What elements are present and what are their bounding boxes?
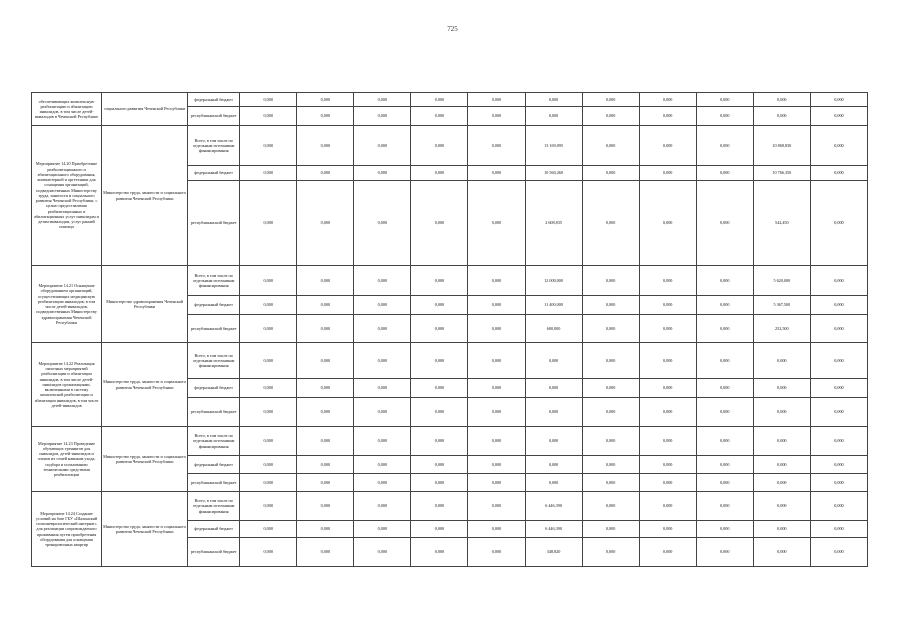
amount-cell: 0,000: [639, 474, 696, 492]
amount-cell: 0,000: [810, 456, 867, 474]
amount-cell: 0,000: [354, 315, 411, 343]
event-cell: Мероприятие 14.21 Оснащение оборудованием организаций, осуществляющих медицинскую реабилитацию инвалидов, в том числе детей-инвалидов, подведомственных Министерству здравоохранения Чеченской Республики: [32, 266, 102, 343]
amount-cell: 6 446,390: [525, 492, 582, 521]
funding-source-cell: Всего, в том числе по отдельным источникам финансирования: [188, 343, 240, 379]
funding-source-cell: федеральный бюджет: [188, 166, 240, 181]
amount-cell: 0,000: [240, 166, 297, 181]
amount-cell: 0,000: [810, 93, 867, 107]
amount-cell: 348,820: [525, 538, 582, 567]
amount-cell: 0,000: [354, 266, 411, 296]
table-row: [32, 126, 868, 166]
amount-cell: 0,000: [411, 266, 468, 296]
amount-cell: 0,000: [639, 107, 696, 126]
amount-cell: 6 446,390: [525, 521, 582, 538]
amount-cell: 0,000: [525, 343, 582, 379]
amount-cell: 0,000: [582, 107, 639, 126]
amount-cell: 0,000: [411, 379, 468, 398]
amount-cell: 0,000: [297, 379, 354, 398]
amount-cell: 0,000: [639, 343, 696, 379]
amount-cell: 0,000: [753, 492, 810, 521]
amount-cell: 0,000: [297, 343, 354, 379]
amount-cell: 0,000: [753, 398, 810, 427]
amount-cell: 0,000: [411, 427, 468, 456]
amount-cell: 0,000: [354, 126, 411, 166]
amount-cell: 0,000: [240, 379, 297, 398]
amount-cell: 0,000: [468, 107, 525, 126]
budget-table: [31, 92, 868, 567]
amount-cell: 0,000: [582, 492, 639, 521]
amount-cell: 0,000: [810, 379, 867, 398]
amount-cell: 0,000: [810, 427, 867, 456]
funding-source-cell: республиканский бюджет: [188, 538, 240, 567]
amount-cell: 0,000: [468, 379, 525, 398]
amount-cell: 0,000: [297, 398, 354, 427]
executor-cell: Министерство труда, занятости и социального развития Чеченской Республики: [102, 126, 188, 266]
amount-cell: 0,000: [525, 107, 582, 126]
amount-cell: 0,000: [582, 166, 639, 181]
amount-cell: 0,000: [582, 93, 639, 107]
amount-cell: 10 766,350: [753, 166, 810, 181]
event-cell: Мероприятие 14.23 Проведение обучающих тренингов для инвалидов, детей-инвалидов и членов их семей навыкам ухода, подбора и пользованию техническими средствами реабилитации: [32, 427, 102, 492]
amount-cell: 0,000: [696, 379, 753, 398]
amount-cell: 0,000: [468, 166, 525, 181]
amount-cell: 0,000: [411, 93, 468, 107]
amount-cell: 0,000: [411, 107, 468, 126]
amount-cell: 0,000: [297, 492, 354, 521]
amount-cell: 0,000: [411, 398, 468, 427]
funding-source-cell: федеральный бюджет: [188, 456, 240, 474]
amount-cell: 0,000: [810, 181, 867, 266]
amount-cell: 0,000: [696, 107, 753, 126]
amount-cell: 0,000: [411, 538, 468, 567]
amount-cell: 0,000: [411, 126, 468, 166]
amount-cell: 0,000: [240, 343, 297, 379]
amount-cell: 0,000: [639, 492, 696, 521]
amount-cell: 0,000: [354, 456, 411, 474]
amount-cell: 0,000: [696, 492, 753, 521]
amount-cell: 0,000: [696, 93, 753, 107]
amount-cell: 0,000: [240, 296, 297, 315]
executor-cell: Министерство труда, занятости и социального развития Чеченской Республики: [102, 343, 188, 427]
amount-cell: 0,000: [354, 107, 411, 126]
amount-cell: 0,000: [468, 456, 525, 474]
amount-cell: 0,000: [639, 456, 696, 474]
amount-cell: 0,000: [696, 315, 753, 343]
amount-cell: 0,000: [696, 296, 753, 315]
amount-cell: 0,000: [639, 181, 696, 266]
amount-cell: 0,000: [297, 93, 354, 107]
amount-cell: 0,000: [411, 456, 468, 474]
table-row: [32, 93, 868, 107]
amount-cell: 0,000: [582, 379, 639, 398]
amount-cell: 0,000: [468, 181, 525, 266]
amount-cell: 0,000: [753, 538, 810, 567]
amount-cell: 5 367,500: [753, 296, 810, 315]
amount-cell: 0,000: [753, 521, 810, 538]
amount-cell: 0,000: [354, 379, 411, 398]
amount-cell: 0,000: [354, 427, 411, 456]
amount-cell: 0,000: [639, 166, 696, 181]
amount-cell: 0,000: [810, 166, 867, 181]
amount-cell: 0,000: [696, 166, 753, 181]
amount-cell: 0,000: [639, 93, 696, 107]
amount-cell: 0,000: [411, 315, 468, 343]
amount-cell: 0,000: [240, 126, 297, 166]
amount-cell: 0,000: [810, 521, 867, 538]
amount-cell: 600,000: [525, 315, 582, 343]
amount-cell: 0,000: [297, 296, 354, 315]
amount-cell: 0,000: [240, 266, 297, 296]
amount-cell: 0,000: [354, 181, 411, 266]
executor-cell: социального развития Чеченской Республики: [102, 93, 188, 126]
amount-cell: 2 608,835: [525, 181, 582, 266]
amount-cell: 0,000: [468, 398, 525, 427]
amount-cell: 0,000: [297, 315, 354, 343]
amount-cell: 0,000: [525, 456, 582, 474]
amount-cell: 0,000: [639, 379, 696, 398]
amount-cell: 0,000: [810, 296, 867, 315]
amount-cell: 0,000: [354, 398, 411, 427]
funding-source-cell: республиканский бюджет: [188, 315, 240, 343]
amount-cell: 0,000: [810, 474, 867, 492]
amount-cell: 0,000: [582, 296, 639, 315]
amount-cell: 0,000: [582, 343, 639, 379]
funding-source-cell: федеральный бюджет: [188, 521, 240, 538]
amount-cell: 0,000: [297, 474, 354, 492]
amount-cell: 542,450: [753, 181, 810, 266]
amount-cell: 0,000: [525, 427, 582, 456]
amount-cell: 0,000: [468, 538, 525, 567]
executor-cell: Министерство труда, занятости и социального развития Чеченской Республики: [102, 492, 188, 567]
amount-cell: 0,000: [411, 296, 468, 315]
amount-cell: 0,000: [354, 492, 411, 521]
amount-cell: 0,000: [525, 93, 582, 107]
amount-cell: 0,000: [639, 538, 696, 567]
amount-cell: 0,000: [297, 107, 354, 126]
amount-cell: 0,000: [753, 93, 810, 107]
amount-cell: 0,000: [696, 538, 753, 567]
event-cell: Мероприятие 14.24 Создание условий на базе ГБУ «Шалинский психоневрологический интернат» для реализации сопровождаемого проживания путем приобретения оборудования для оснащения тренировочных квартир: [32, 492, 102, 567]
funding-source-cell: Всего, в том числе по отдельным источникам финансирования: [188, 266, 240, 296]
amount-cell: 0,000: [810, 107, 867, 126]
amount-cell: 0,000: [240, 492, 297, 521]
funding-source-cell: федеральный бюджет: [188, 93, 240, 107]
amount-cell: 0,000: [240, 521, 297, 538]
page-number: 725: [447, 25, 458, 33]
funding-source-cell: республиканский бюджет: [188, 474, 240, 492]
amount-cell: 0,000: [639, 521, 696, 538]
amount-cell: 0,000: [468, 492, 525, 521]
amount-cell: 0,000: [240, 398, 297, 427]
amount-cell: 0,000: [297, 181, 354, 266]
amount-cell: 0,000: [810, 492, 867, 521]
amount-cell: 0,000: [354, 474, 411, 492]
amount-cell: 0,000: [810, 343, 867, 379]
amount-cell: 0,000: [297, 427, 354, 456]
amount-cell: 0,000: [696, 126, 753, 166]
funding-source-cell: Всего, в том числе по отдельным источникам финансирования: [188, 126, 240, 166]
amount-cell: 0,000: [696, 266, 753, 296]
amount-cell: 0,000: [354, 343, 411, 379]
amount-cell: 0,000: [639, 296, 696, 315]
amount-cell: 0,000: [468, 315, 525, 343]
amount-cell: 0,000: [639, 126, 696, 166]
amount-cell: 0,000: [297, 166, 354, 181]
amount-cell: 0,000: [753, 456, 810, 474]
amount-cell: 0,000: [468, 343, 525, 379]
amount-cell: 0,000: [753, 379, 810, 398]
amount-cell: 0,000: [582, 474, 639, 492]
amount-cell: 0,000: [354, 538, 411, 567]
amount-cell: 0,000: [468, 266, 525, 296]
amount-cell: 0,000: [468, 474, 525, 492]
amount-cell: 0,000: [696, 474, 753, 492]
event-cell: Мероприятие 14.20 Приобретение реабилитационного и абилитационного оборудования, компьютерной и оргтехники для оснащения организаций, подведомственных Министерству труда, занятости и социального развития Чеченской Республики, с целью предоставления реабилитационных и абилитационных услуг инвалидам и детям-инвалидам, услуг ранней помощи: [32, 126, 102, 266]
amount-cell: 0,000: [810, 538, 867, 567]
amount-cell: 0,000: [582, 181, 639, 266]
amount-cell: 0,000: [297, 456, 354, 474]
event-cell: Мероприятие 14.22 Реализация пилотных мероприятий реабилитации и абилитации инвалидов, в том числе детей-инвалидов организациями, включенными в систему комплексной реабилитации и абилитации инвалидов, в том числе детей-инвалидов: [32, 343, 102, 427]
funding-source-cell: федеральный бюджет: [188, 296, 240, 315]
amount-cell: 0,000: [810, 266, 867, 296]
amount-cell: 0,000: [753, 343, 810, 379]
amount-cell: 0,000: [354, 296, 411, 315]
amount-cell: 0,000: [297, 538, 354, 567]
table-row: [32, 266, 868, 296]
amount-cell: 0,000: [582, 521, 639, 538]
funding-source-cell: республиканский бюджет: [188, 398, 240, 427]
amount-cell: 0,000: [525, 474, 582, 492]
executor-cell: Министерство здравоохранения Чеченской Республики: [102, 266, 188, 343]
amount-cell: 0,000: [525, 398, 582, 427]
amount-cell: 10 560,260: [525, 166, 582, 181]
amount-cell: 0,000: [696, 181, 753, 266]
budget-table-body: [32, 93, 868, 567]
amount-cell: 0,000: [582, 538, 639, 567]
amount-cell: 11 400,000: [525, 296, 582, 315]
amount-cell: 0,000: [696, 456, 753, 474]
amount-cell: 0,000: [240, 427, 297, 456]
amount-cell: 0,000: [582, 398, 639, 427]
amount-cell: 0,000: [753, 427, 810, 456]
amount-cell: 0,000: [810, 398, 867, 427]
amount-cell: 0,000: [525, 379, 582, 398]
funding-source-cell: федеральный бюджет: [188, 379, 240, 398]
amount-cell: 0,000: [411, 492, 468, 521]
amount-cell: 0,000: [753, 107, 810, 126]
amount-cell: 13 169,095: [525, 126, 582, 166]
amount-cell: 0,000: [639, 427, 696, 456]
amount-cell: 0,000: [696, 398, 753, 427]
amount-cell: 0,000: [639, 315, 696, 343]
amount-cell: 0,000: [411, 474, 468, 492]
funding-source-cell: Всего, в том числе по отдельным источникам финансирования: [188, 427, 240, 456]
amount-cell: 0,000: [582, 456, 639, 474]
amount-cell: 0,000: [468, 427, 525, 456]
funding-source-cell: республиканский бюджет: [188, 107, 240, 126]
amount-cell: 0,000: [240, 456, 297, 474]
table-row: [32, 427, 868, 456]
amount-cell: 0,000: [240, 538, 297, 567]
executor-cell: Министерство труда, занятости и социального развития Чеченской Республики: [102, 427, 188, 492]
amount-cell: 10 868,830: [753, 126, 810, 166]
amount-cell: 0,000: [753, 474, 810, 492]
amount-cell: 5 620,000: [753, 266, 810, 296]
amount-cell: 0,000: [411, 181, 468, 266]
amount-cell: 0,000: [582, 427, 639, 456]
amount-cell: 0,000: [240, 315, 297, 343]
table-row: [32, 492, 868, 521]
amount-cell: 0,000: [696, 521, 753, 538]
table-row: [32, 343, 868, 379]
event-cell: обеспечивающих комплексную реабилитацию и абилитацию инвалидов, в том числе детей-инвалидов в Чеченской Республике: [32, 93, 102, 126]
amount-cell: 0,000: [240, 181, 297, 266]
amount-cell: 0,000: [468, 521, 525, 538]
amount-cell: 0,000: [240, 474, 297, 492]
amount-cell: 0,000: [582, 315, 639, 343]
amount-cell: 0,000: [582, 266, 639, 296]
amount-cell: 0,000: [411, 343, 468, 379]
amount-cell: 12 000,000: [525, 266, 582, 296]
amount-cell: 0,000: [810, 126, 867, 166]
amount-cell: 0,000: [696, 427, 753, 456]
amount-cell: 0,000: [411, 166, 468, 181]
amount-cell: 0,000: [240, 93, 297, 107]
amount-cell: 0,000: [297, 266, 354, 296]
amount-cell: 0,000: [468, 93, 525, 107]
amount-cell: 0,000: [639, 266, 696, 296]
amount-cell: 0,000: [354, 521, 411, 538]
amount-cell: 0,000: [468, 296, 525, 315]
amount-cell: 0,000: [468, 126, 525, 166]
amount-cell: 252,500: [753, 315, 810, 343]
amount-cell: 0,000: [696, 343, 753, 379]
amount-cell: 0,000: [411, 521, 468, 538]
amount-cell: 0,000: [297, 521, 354, 538]
amount-cell: 0,000: [354, 166, 411, 181]
amount-cell: 0,000: [240, 107, 297, 126]
amount-cell: 0,000: [639, 398, 696, 427]
amount-cell: 0,000: [297, 126, 354, 166]
amount-cell: 0,000: [582, 126, 639, 166]
amount-cell: 0,000: [810, 315, 867, 343]
amount-cell: 0,000: [354, 93, 411, 107]
funding-source-cell: республиканский бюджет: [188, 181, 240, 266]
funding-source-cell: Всего, в том числе по отдельным источникам финансирования: [188, 492, 240, 521]
